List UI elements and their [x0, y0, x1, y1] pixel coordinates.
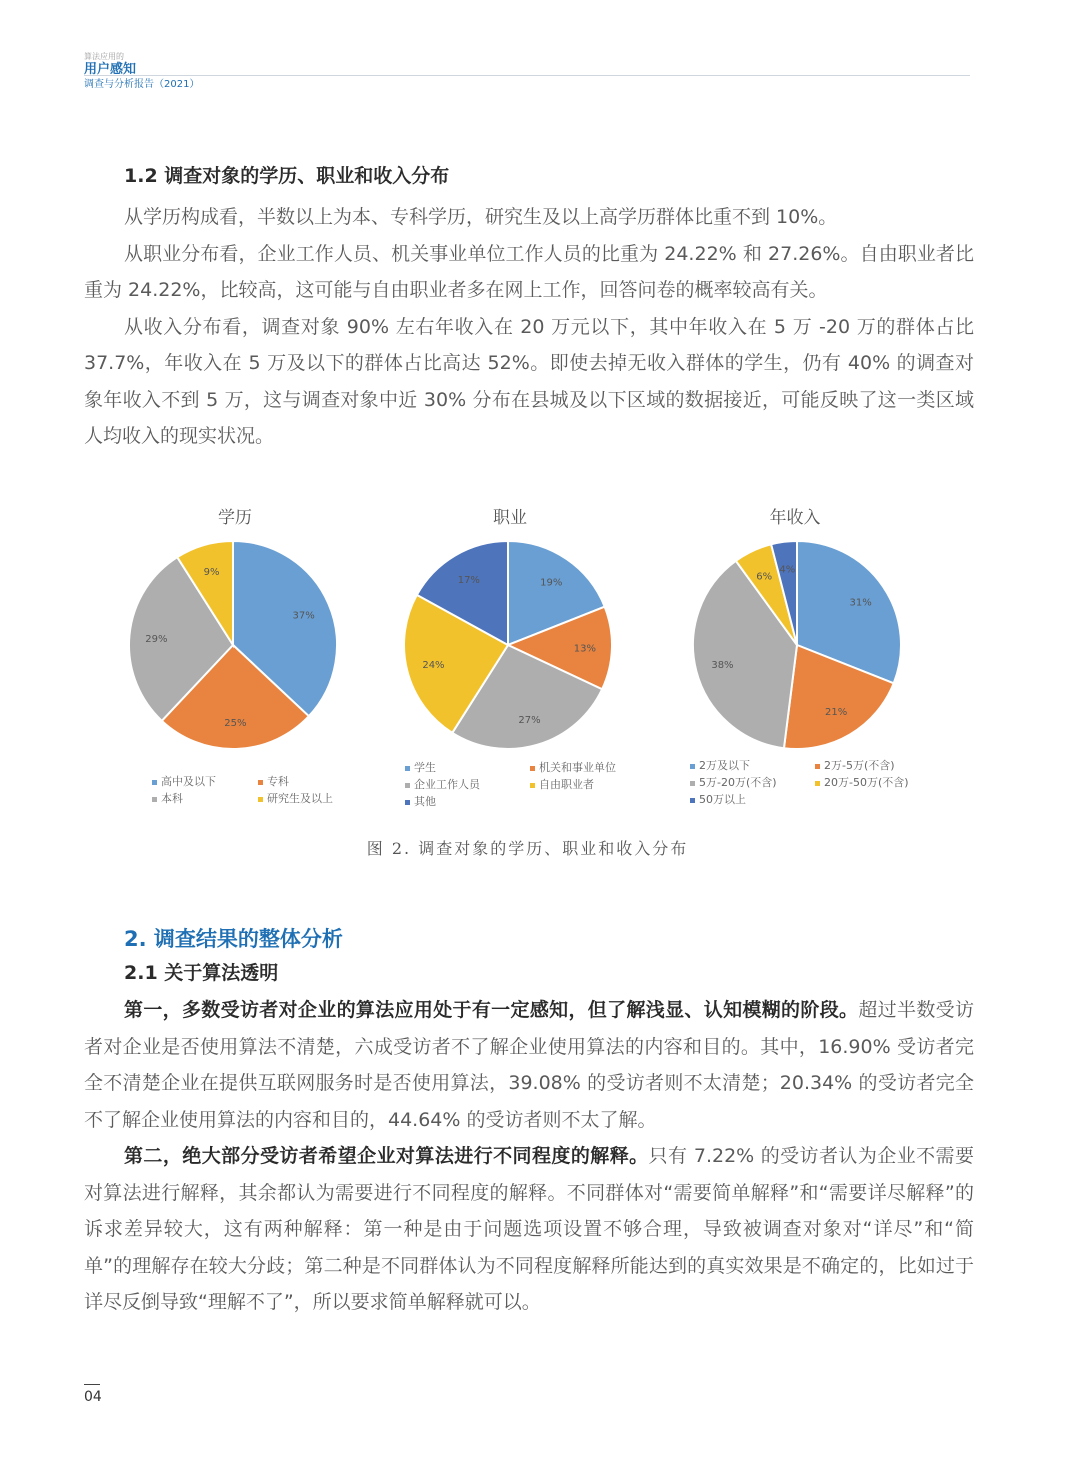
legend-swatch	[690, 764, 695, 769]
pie-chart-occupation	[375, 495, 645, 825]
pie-svg	[100, 495, 370, 825]
legend-swatch	[258, 797, 263, 802]
header-kicker: 算法应用的	[84, 52, 124, 61]
legend-item	[405, 759, 436, 776]
legend-swatch	[152, 797, 157, 802]
legend-item	[405, 793, 436, 810]
legend-item	[690, 791, 746, 808]
second-finding-lead: 第二，绝大部分受访者希望企业对算法进行不同程度的解释。	[124, 1145, 649, 1167]
legend-label: 5万-20万(不含)	[699, 776, 777, 789]
page-number: 04	[84, 1389, 102, 1405]
pie-chart-income	[660, 495, 930, 825]
figure-caption: 图 2. 调查对象的学历、职业和收入分布	[366, 839, 689, 858]
pie-slice-label: 29%	[145, 633, 168, 645]
legend-item	[815, 757, 895, 774]
legend-label: 本科	[161, 792, 183, 805]
legend-swatch	[258, 780, 263, 785]
pie-slice-label: 17%	[457, 574, 480, 586]
legend-item	[258, 790, 333, 807]
paragraph-first-finding	[84, 992, 974, 1138]
legend-label: 研究生及以上	[267, 792, 333, 805]
legend-label: 2万及以下	[699, 759, 750, 772]
paragraph-income: 从收入分布看，调查对象 90% 左右年收入在 20 万元以下，其中年收入在 5 万 -20 万的群体占比 37.7%，年收入在 5 万及以下的群体占比高达 52%。即使去掉无收入群体的学生，仍有 40% 的调查对象年收入不到 5 万，这与调查对象中近 30% 分布在县城及以下区域的数据接近，可能反映了这一类区域人均收入的现实状况。	[84, 315, 974, 447]
legend-swatch	[815, 764, 820, 769]
legend-swatch	[152, 780, 157, 785]
first-finding-lead: 第一，多数受访者对企业的算法应用处于有一定感知，但了解浅显、认知模糊的阶段。	[124, 999, 859, 1021]
pie-slice-label: 21%	[825, 707, 848, 719]
legend-swatch	[530, 783, 535, 788]
legend-swatch	[690, 781, 695, 786]
chart-title: 学历	[218, 508, 252, 528]
header-title: 用户感知	[84, 62, 137, 77]
pie-slice-label: 6%	[756, 571, 773, 583]
legend-swatch	[690, 798, 695, 803]
chart-title: 职业	[493, 508, 527, 528]
report-header	[84, 52, 199, 91]
figure-2-charts	[100, 495, 980, 825]
paragraph-education: 从学历构成看，半数以上为本、专科学历，研究生及以上高学历群体比重不到 10%。	[124, 206, 838, 228]
legend-item	[405, 776, 480, 793]
paragraph-occupation: 从职业分布看，企业工作人员、机关事业单位工作人员的比重为 24.22% 和 27.26%。自由职业者比重为 24.22%，比较高，这可能与自由职业者多在网上工作，回答问卷的概率较高有关。	[84, 242, 974, 301]
legend-label: 50万以上	[699, 793, 746, 806]
paragraph-second-finding	[84, 1138, 974, 1321]
footer-divider	[84, 1384, 100, 1385]
legend-item	[530, 776, 594, 793]
pie-slice-label: 38%	[711, 660, 734, 672]
legend-label: 专科	[267, 775, 289, 788]
header-subtitle: 调查与分析报告（2021）	[84, 79, 200, 90]
pie-slice-label: 13%	[573, 643, 597, 655]
pie-slice-label: 9%	[203, 567, 220, 579]
legend-item	[152, 790, 183, 807]
legend-label: 学生	[414, 761, 436, 774]
legend-item	[815, 774, 909, 791]
header-divider	[84, 75, 970, 76]
legend-label: 其他	[414, 795, 436, 808]
pie-slice-label: 37%	[292, 610, 315, 622]
first-finding-text: 超过半数受访者对企业是否使用算法不清楚，六成受访者不了解企业使用算法的内容和目的。其中，16.90% 受访者完全不清楚企业在提供互联网服务时是否使用算法，39.08% 的受访者则不太清楚；20.34% 的受访者完全不了解企业使用算法的内容和目的，44.64% 的受访者则不太了解。	[84, 999, 974, 1131]
section-2-1-heading: 2.1 关于算法透明	[124, 962, 279, 984]
legend-item	[690, 774, 777, 791]
legend-label: 高中及以下	[161, 775, 216, 788]
legend-swatch	[530, 766, 535, 771]
legend-swatch	[405, 783, 410, 788]
section-2-heading: 2. 调查结果的整体分析	[124, 927, 343, 951]
chart-title: 年收入	[769, 508, 821, 528]
section-1-2	[84, 163, 974, 455]
legend-label: 2万-5万(不含)	[824, 759, 895, 772]
pie-slice-label: 25%	[224, 717, 247, 729]
section-2	[84, 924, 974, 1321]
section-1-2-heading: 1.2 调查对象的学历、职业和收入分布	[124, 165, 450, 187]
legend-item	[152, 773, 216, 790]
legend-label: 机关和事业单位	[539, 761, 616, 774]
legend-label: 自由职业者	[539, 778, 594, 791]
pie-slice-label: 19%	[540, 577, 563, 589]
second-finding-text: 只有 7.22% 的受访者认为企业不需要对算法进行解释，其余都认为需要进行不同程度的解释。不同群体对“需要简单解释”和“需要详尽解释”的诉求差异较大，这有两种解释：第一种是由于问题选项设置不够合理，导致被调查对象对“详尽”和“简单”的理解存在较大分歧；第二种是不同群体认为不同程度解释所能达到的真实效果是不确定的，比如过于详尽反倒导致“理解不了”，所以要求简单解释就可以。	[84, 1145, 974, 1313]
pie-slice-label: 4%	[779, 564, 796, 576]
pie-slice-label: 27%	[518, 714, 541, 726]
legend-swatch	[405, 800, 410, 805]
legend-item	[258, 773, 289, 790]
legend-swatch	[815, 781, 820, 786]
legend-swatch	[405, 766, 410, 771]
legend-item	[530, 759, 616, 776]
legend-item	[690, 757, 750, 774]
legend-label: 20万-50万(不含)	[824, 776, 909, 789]
pie-slice-label: 31%	[849, 597, 872, 609]
legend-label: 企业工作人员	[414, 778, 480, 791]
pie-chart-education	[100, 495, 370, 825]
pie-slice-label: 24%	[422, 660, 445, 672]
